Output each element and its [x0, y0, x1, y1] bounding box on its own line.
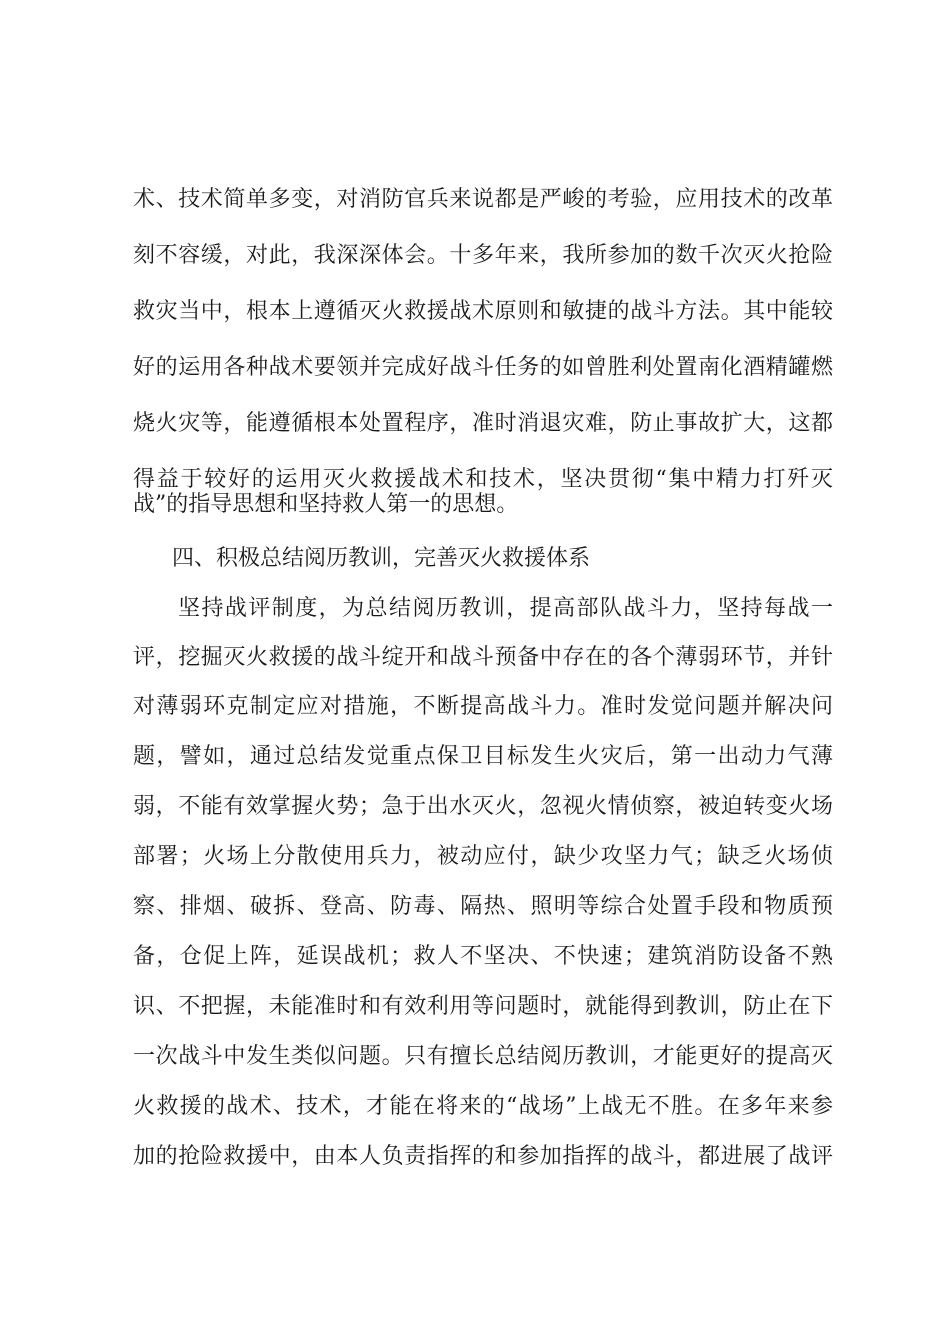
- paragraph-line: 备，仓促上阵，延误战机；救人不坚决、不快速；建筑消防设备不熟: [133, 944, 833, 969]
- paragraph-line: 烧火灾等，能遵循根本处置程序，准时消退灾难，防止事故扩大，这都: [133, 411, 833, 436]
- paragraph-line: 火救援的战术、技术，才能在将来的“战场”上战无不胜。在多年来参: [133, 1094, 833, 1119]
- paragraph-line: 坚持战评制度，为总结阅历教训，提高部队战斗力，坚持每战一: [178, 596, 833, 621]
- paragraph-line: 战”的指导思想和坚持救人第一的思想。: [133, 492, 519, 517]
- paragraph-line: 一次战斗中发生类似问题。只有擅长总结阅历教训，才能更好的提高灭: [133, 1044, 833, 1069]
- paragraph-line: 弱，不能有效掌握火势；急于出水灭火，忽视火情侦察，被迫转变火场: [133, 794, 833, 819]
- paragraph-line: 刻不容缓，对此，我深深体会。十多年来，我所参加的数千次灭火抢险: [133, 243, 833, 268]
- paragraph-line: 识、不把握，未能准时和有效利用等问题时，就能得到教训，防止在下: [133, 994, 833, 1019]
- paragraph-line: 对薄弱环克制定应对措施，不断提高战斗力。准时发觉问题并解决问: [133, 694, 833, 719]
- paragraph-line: 察、排烟、破拆、登高、防毒、隔热、照明等综合处置手段和物质预: [133, 894, 833, 919]
- paragraph-line: 术、技术简单多变，对消防官兵来说都是严峻的考验，应用技术的改革: [133, 187, 833, 212]
- paragraph-line: 题，譬如，通过总结发觉重点保卫目标发生火灾后，第一出动力气薄: [133, 744, 833, 769]
- section-heading: 四、积极总结阅历教训，完善灭火救援体系: [172, 546, 591, 571]
- paragraph-line: 得益于较好的运用灭火救援战术和技术，坚决贯彻“集中精力打歼灭: [133, 467, 833, 492]
- paragraph-line: 好的运用各种战术要领并完成好战斗任务的如曾胜利处置南化酒精罐燃: [133, 355, 833, 380]
- paragraph-line: 部署；火场上分散使用兵力，被动应付，缺少攻坚力气；缺乏火场侦: [133, 844, 833, 869]
- paragraph-line: 加的抢险救援中，由本人负责指挥的和参加指挥的战斗，都进展了战评: [133, 1144, 833, 1169]
- paragraph-line: 救灾当中，根本上遵循灭火救援战术原则和敏捷的战斗方法。其中能较: [133, 299, 833, 324]
- paragraph-line: 评，挖掘灭火救援的战斗绽开和战斗预备中存在的各个薄弱环节，并针: [133, 645, 833, 670]
